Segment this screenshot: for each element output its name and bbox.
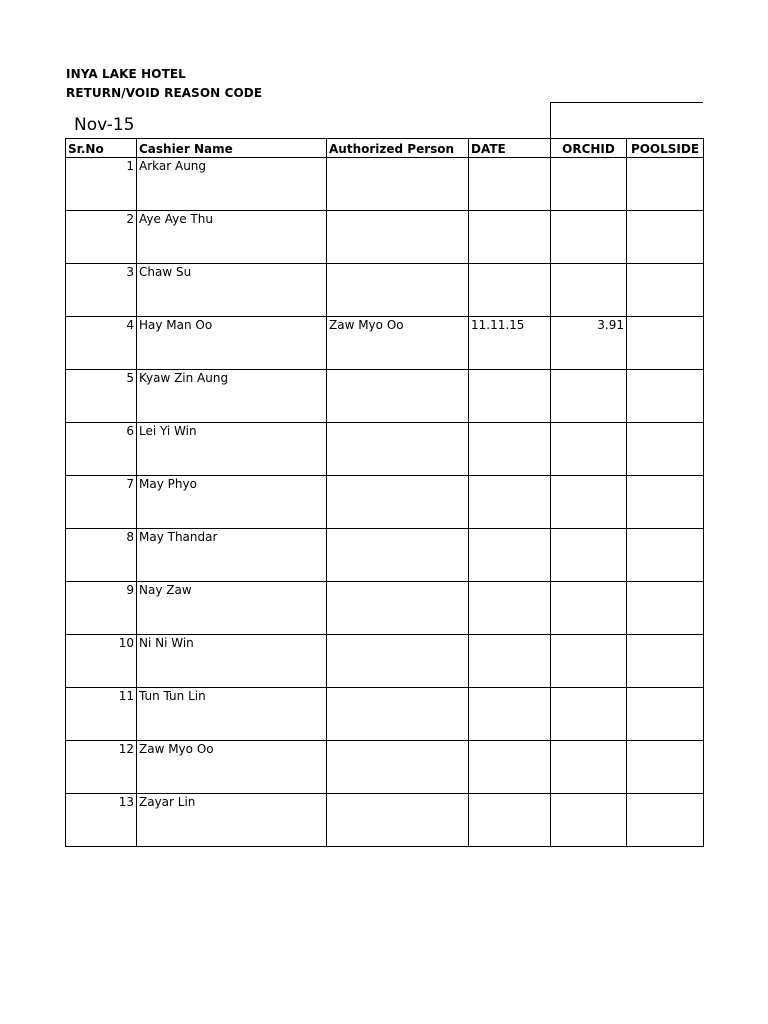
cell-srno: 12 — [66, 741, 137, 794]
cell-poolside — [627, 264, 704, 317]
col-header-orchid: ORCHID — [551, 139, 627, 158]
cell-srno: 9 — [66, 582, 137, 635]
cell-date — [469, 741, 551, 794]
cell-cashier-name: Lei Yi Win — [137, 423, 327, 476]
cell-poolside — [627, 794, 704, 847]
cell-srno: 5 — [66, 370, 137, 423]
cell-poolside — [627, 635, 704, 688]
cell-srno: 7 — [66, 476, 137, 529]
cell-orchid — [551, 423, 627, 476]
cell-orchid — [551, 370, 627, 423]
cell-srno: 6 — [66, 423, 137, 476]
cell-authorized-person — [327, 423, 469, 476]
void-reason-table — [65, 138, 704, 847]
cell-date — [469, 423, 551, 476]
cell-date — [469, 794, 551, 847]
header-extra-box — [550, 102, 703, 139]
cell-poolside — [627, 529, 704, 582]
cell-authorized-person — [327, 582, 469, 635]
col-header-authorized-person: Authorized Person — [327, 139, 469, 158]
table-row — [66, 370, 704, 423]
cell-authorized-person — [327, 688, 469, 741]
cell-orchid — [551, 529, 627, 582]
cell-cashier-name: Aye Aye Thu — [137, 211, 327, 264]
table-row — [66, 741, 704, 794]
cell-orchid — [551, 794, 627, 847]
table-row — [66, 317, 704, 370]
cell-date: 11.11.15 — [469, 317, 551, 370]
cell-date — [469, 688, 551, 741]
cell-poolside — [627, 370, 704, 423]
cell-date — [469, 529, 551, 582]
cell-authorized-person — [327, 794, 469, 847]
cell-cashier-name: Kyaw Zin Aung — [137, 370, 327, 423]
cell-cashier-name: May Phyo — [137, 476, 327, 529]
cell-poolside — [627, 741, 704, 794]
table-row — [66, 582, 704, 635]
cell-date — [469, 370, 551, 423]
cell-cashier-name: Zaw Myo Oo — [137, 741, 327, 794]
cell-orchid — [551, 688, 627, 741]
cell-orchid: 3.91 — [551, 317, 627, 370]
table-row — [66, 635, 704, 688]
col-header-srno: Sr.No — [66, 139, 137, 158]
report-month: Nov-15 — [74, 115, 135, 135]
cell-srno: 10 — [66, 635, 137, 688]
cell-srno: 8 — [66, 529, 137, 582]
cell-srno: 2 — [66, 211, 137, 264]
cell-authorized-person — [327, 211, 469, 264]
cell-authorized-person — [327, 370, 469, 423]
cell-orchid — [551, 264, 627, 317]
cell-authorized-person — [327, 741, 469, 794]
table-row — [66, 211, 704, 264]
cell-srno: 3 — [66, 264, 137, 317]
cell-date — [469, 476, 551, 529]
table-row — [66, 158, 704, 211]
cell-cashier-name: Arkar Aung — [137, 158, 327, 211]
cell-poolside — [627, 211, 704, 264]
cell-authorized-person — [327, 264, 469, 317]
cell-cashier-name: Chaw Su — [137, 264, 327, 317]
cell-authorized-person: Zaw Myo Oo — [327, 317, 469, 370]
cell-cashier-name: Tun Tun Lin — [137, 688, 327, 741]
cell-date — [469, 211, 551, 264]
cell-poolside — [627, 476, 704, 529]
cell-srno: 1 — [66, 158, 137, 211]
table-row — [66, 794, 704, 847]
table-header-row — [66, 139, 704, 158]
cell-orchid — [551, 158, 627, 211]
col-header-cashier-name: Cashier Name — [137, 139, 327, 158]
cell-date — [469, 158, 551, 211]
cell-cashier-name: May Thandar — [137, 529, 327, 582]
cell-poolside — [627, 158, 704, 211]
cell-orchid — [551, 635, 627, 688]
cell-poolside — [627, 423, 704, 476]
cell-poolside — [627, 688, 704, 741]
cell-orchid — [551, 476, 627, 529]
cell-authorized-person — [327, 635, 469, 688]
cell-orchid — [551, 211, 627, 264]
hotel-name: INYA LAKE HOTEL — [66, 67, 186, 81]
col-header-poolside: POOLSIDE — [627, 139, 704, 158]
report-title: RETURN/VOID REASON CODE — [66, 86, 263, 100]
cell-orchid — [551, 582, 627, 635]
cell-date — [469, 635, 551, 688]
table-row — [66, 476, 704, 529]
cell-orchid — [551, 741, 627, 794]
cell-date — [469, 264, 551, 317]
cell-srno: 13 — [66, 794, 137, 847]
table-row — [66, 264, 704, 317]
table-row — [66, 423, 704, 476]
cell-date — [469, 582, 551, 635]
cell-poolside — [627, 317, 704, 370]
cell-cashier-name: Zayar Lin — [137, 794, 327, 847]
cell-cashier-name: Ni Ni Win — [137, 635, 327, 688]
cell-authorized-person — [327, 158, 469, 211]
table-row — [66, 688, 704, 741]
col-header-date: DATE — [469, 139, 551, 158]
cell-authorized-person — [327, 476, 469, 529]
cell-srno: 11 — [66, 688, 137, 741]
cell-cashier-name: Nay Zaw — [137, 582, 327, 635]
table-row — [66, 529, 704, 582]
cell-srno: 4 — [66, 317, 137, 370]
cell-authorized-person — [327, 529, 469, 582]
cell-poolside — [627, 582, 704, 635]
cell-cashier-name: Hay Man Oo — [137, 317, 327, 370]
